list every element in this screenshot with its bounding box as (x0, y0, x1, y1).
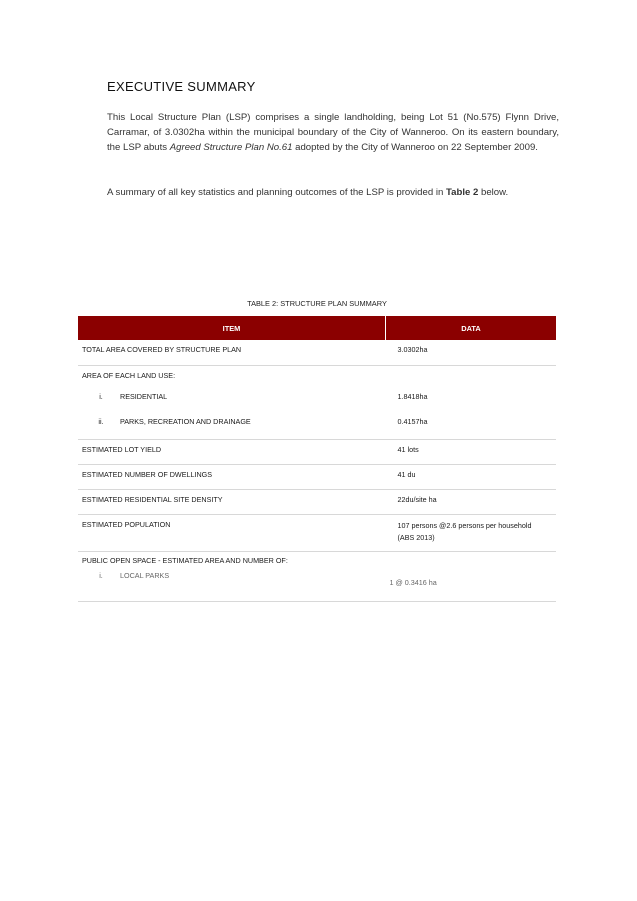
summary-paragraph (107, 185, 559, 200)
table-row (78, 489, 556, 514)
row-data-value (386, 551, 557, 571)
row-data-value: 107 persons @2.6 persons per household (ABS 2013) (386, 514, 557, 551)
intro-paragraph (107, 110, 559, 155)
summary-table-ref: Table 2 (445, 187, 479, 198)
structure-plan-summary-table (78, 316, 556, 602)
table-row (78, 415, 556, 439)
header-item: ITEM (78, 316, 386, 340)
table-caption: TABLE 2: STRUCTURE PLAN SUMMARY (247, 299, 387, 308)
row-item-label: PUBLIC OPEN SPACE - ESTIMATED AREA AND NUMBER OF: (82, 555, 288, 565)
intro-text-2: adopted by the City of Wanneroo on 22 September 2009. (292, 142, 538, 153)
intro-italic-ref: Agreed Structure Plan No.61 (169, 142, 293, 153)
summary-text-2: below. (478, 187, 509, 198)
row-numeral: i. (99, 392, 103, 401)
intro-text-1: This Local Structure Plan (LSP) comprises a single landholding, being Lot 51 (No.575) Flynn Drive, Carramar, of 3.0302ha within the municipal boundary of the City of Wanneroo. On its eastern boundary, the LSP abuts (107, 112, 559, 153)
table-row (78, 551, 556, 571)
row-item-label: ESTIMATED RESIDENTIAL SITE DENSITY (78, 489, 386, 514)
table-row (78, 514, 556, 551)
row-item-label: AREA OF EACH LAND USE: (82, 370, 176, 380)
summary-text-1: A summary of all key statistics and planning outcomes of the LSP is provided in (107, 187, 446, 198)
row-data-value: 1 @ 0.3416 ha (386, 571, 557, 601)
row-item-label: ESTIMATED NUMBER OF DWELLINGS (78, 464, 386, 489)
row-data-value: 41 lots (386, 439, 557, 464)
page-title: EXECUTIVE SUMMARY (107, 79, 256, 94)
row-item-label: TOTAL AREA COVERED BY STRUCTURE PLAN (78, 340, 386, 365)
row-item-label: ESTIMATED POPULATION (78, 514, 386, 551)
row-data-value: 22du/site ha (386, 489, 557, 514)
table-header-row (78, 316, 556, 340)
row-numeral: i. (99, 571, 103, 580)
table-row (78, 439, 556, 464)
row-item-label (78, 390, 386, 415)
row-data-value (386, 365, 557, 390)
row-item-text: LOCAL PARKS (120, 571, 170, 580)
row-data-value: 1.8418ha (397, 392, 428, 401)
row-data-value: 0.4157ha (386, 415, 557, 439)
row-data-value: 3.0302ha (386, 340, 557, 365)
row-item-label (78, 415, 386, 439)
table-row (78, 390, 556, 415)
table-row (78, 365, 556, 390)
row-item-label (78, 571, 386, 601)
table-row (78, 571, 556, 601)
table-row (78, 464, 556, 489)
row-item-label: ESTIMATED LOT YIELD (78, 439, 386, 464)
row-numeral: ii. (98, 417, 104, 426)
row-data-value: 41 du (386, 464, 557, 489)
table-row (78, 340, 556, 365)
row-item-text: PARKS, RECREATION AND DRAINAGE (120, 417, 251, 426)
row-item-text: RESIDENTIAL (120, 392, 168, 401)
header-data: DATA (386, 316, 557, 340)
